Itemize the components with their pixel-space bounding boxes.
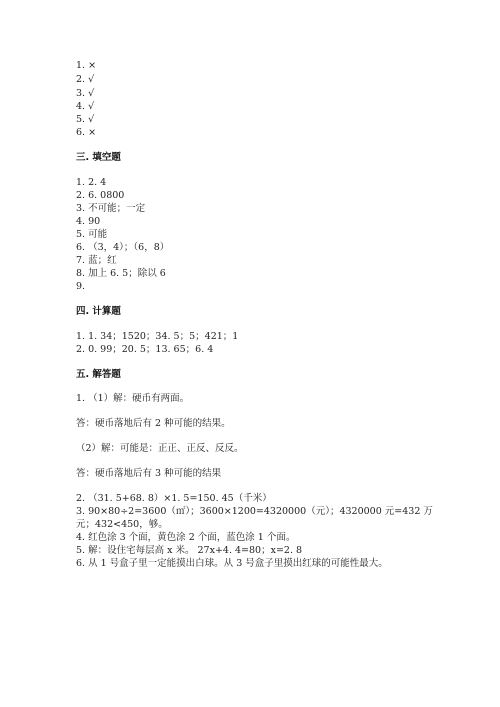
problem1-answer2: 答：硬币落地后有 3 种可能的结果: [76, 468, 222, 479]
calc-answer-1: 1. 1. 34；1520；34. 5；5；421；1: [76, 331, 239, 342]
judge-answer-1: 1. ×: [76, 60, 97, 71]
fill-answer-1: 1. 2. 4: [76, 177, 107, 188]
fill-answer-8: 8. 加上 6. 5；除以 6: [76, 268, 166, 279]
problem6: 6. 从 1 号盒子里一定能摸出白球。从 3 号盒子里摸出红球的可能性最大。: [76, 558, 388, 569]
fill-answer-3: 3. 不可能；一定: [76, 203, 146, 214]
problem1-answer1: 答：硬币落地后有 2 种可能的结果。: [76, 418, 231, 429]
judge-answer-2: 2. √: [76, 74, 95, 85]
fill-answer-4: 4. 90: [76, 216, 101, 227]
problem3-line2: 元；432<450，够。: [76, 519, 168, 530]
section-title-word-problems: 五. 解答题: [76, 369, 121, 380]
section-title-calculation: 四. 计算题: [76, 306, 121, 317]
judge-answer-4: 4. √: [76, 101, 95, 112]
problem2: 2. （31. 5+68. 8）×1. 5=150. 45（千米）: [76, 493, 272, 504]
fill-answer-2: 2. 6. 0800: [76, 190, 125, 201]
fill-answer-9: 9.: [76, 281, 86, 292]
problem4: 4. 红色涂 3 个面，黄色涂 2 个面，蓝色涂 1 个面。: [76, 532, 296, 543]
judge-answer-6: 6. ×: [76, 127, 97, 138]
fill-answer-6: 6. （3，4）；（6，8）: [76, 242, 170, 253]
section-title-fill-in: 三. 填空题: [76, 152, 121, 163]
calc-answer-2: 2. 0. 99；20. 5；13. 65；6. 4: [76, 344, 214, 355]
problem3-line1: 3. 90×80÷2=3600（㎡）；3600×1200=4320000（元）；4320000 元=432 万: [76, 506, 433, 517]
judge-answer-5: 5. √: [76, 114, 95, 125]
problem1-part2: （2）解：可能是：正正、正反、反反。: [76, 443, 244, 454]
fill-answer-5: 5. 可能: [76, 229, 108, 240]
problem1-part1: 1. （1）解：硬币有两面。: [76, 393, 190, 404]
fill-answer-7: 7. 蓝；红: [76, 255, 117, 266]
problem5: 5. 解：设住宅每层高 x 米。 27x+4. 4=80；x=2. 8: [76, 545, 303, 556]
judge-answer-3: 3. √: [76, 88, 95, 99]
